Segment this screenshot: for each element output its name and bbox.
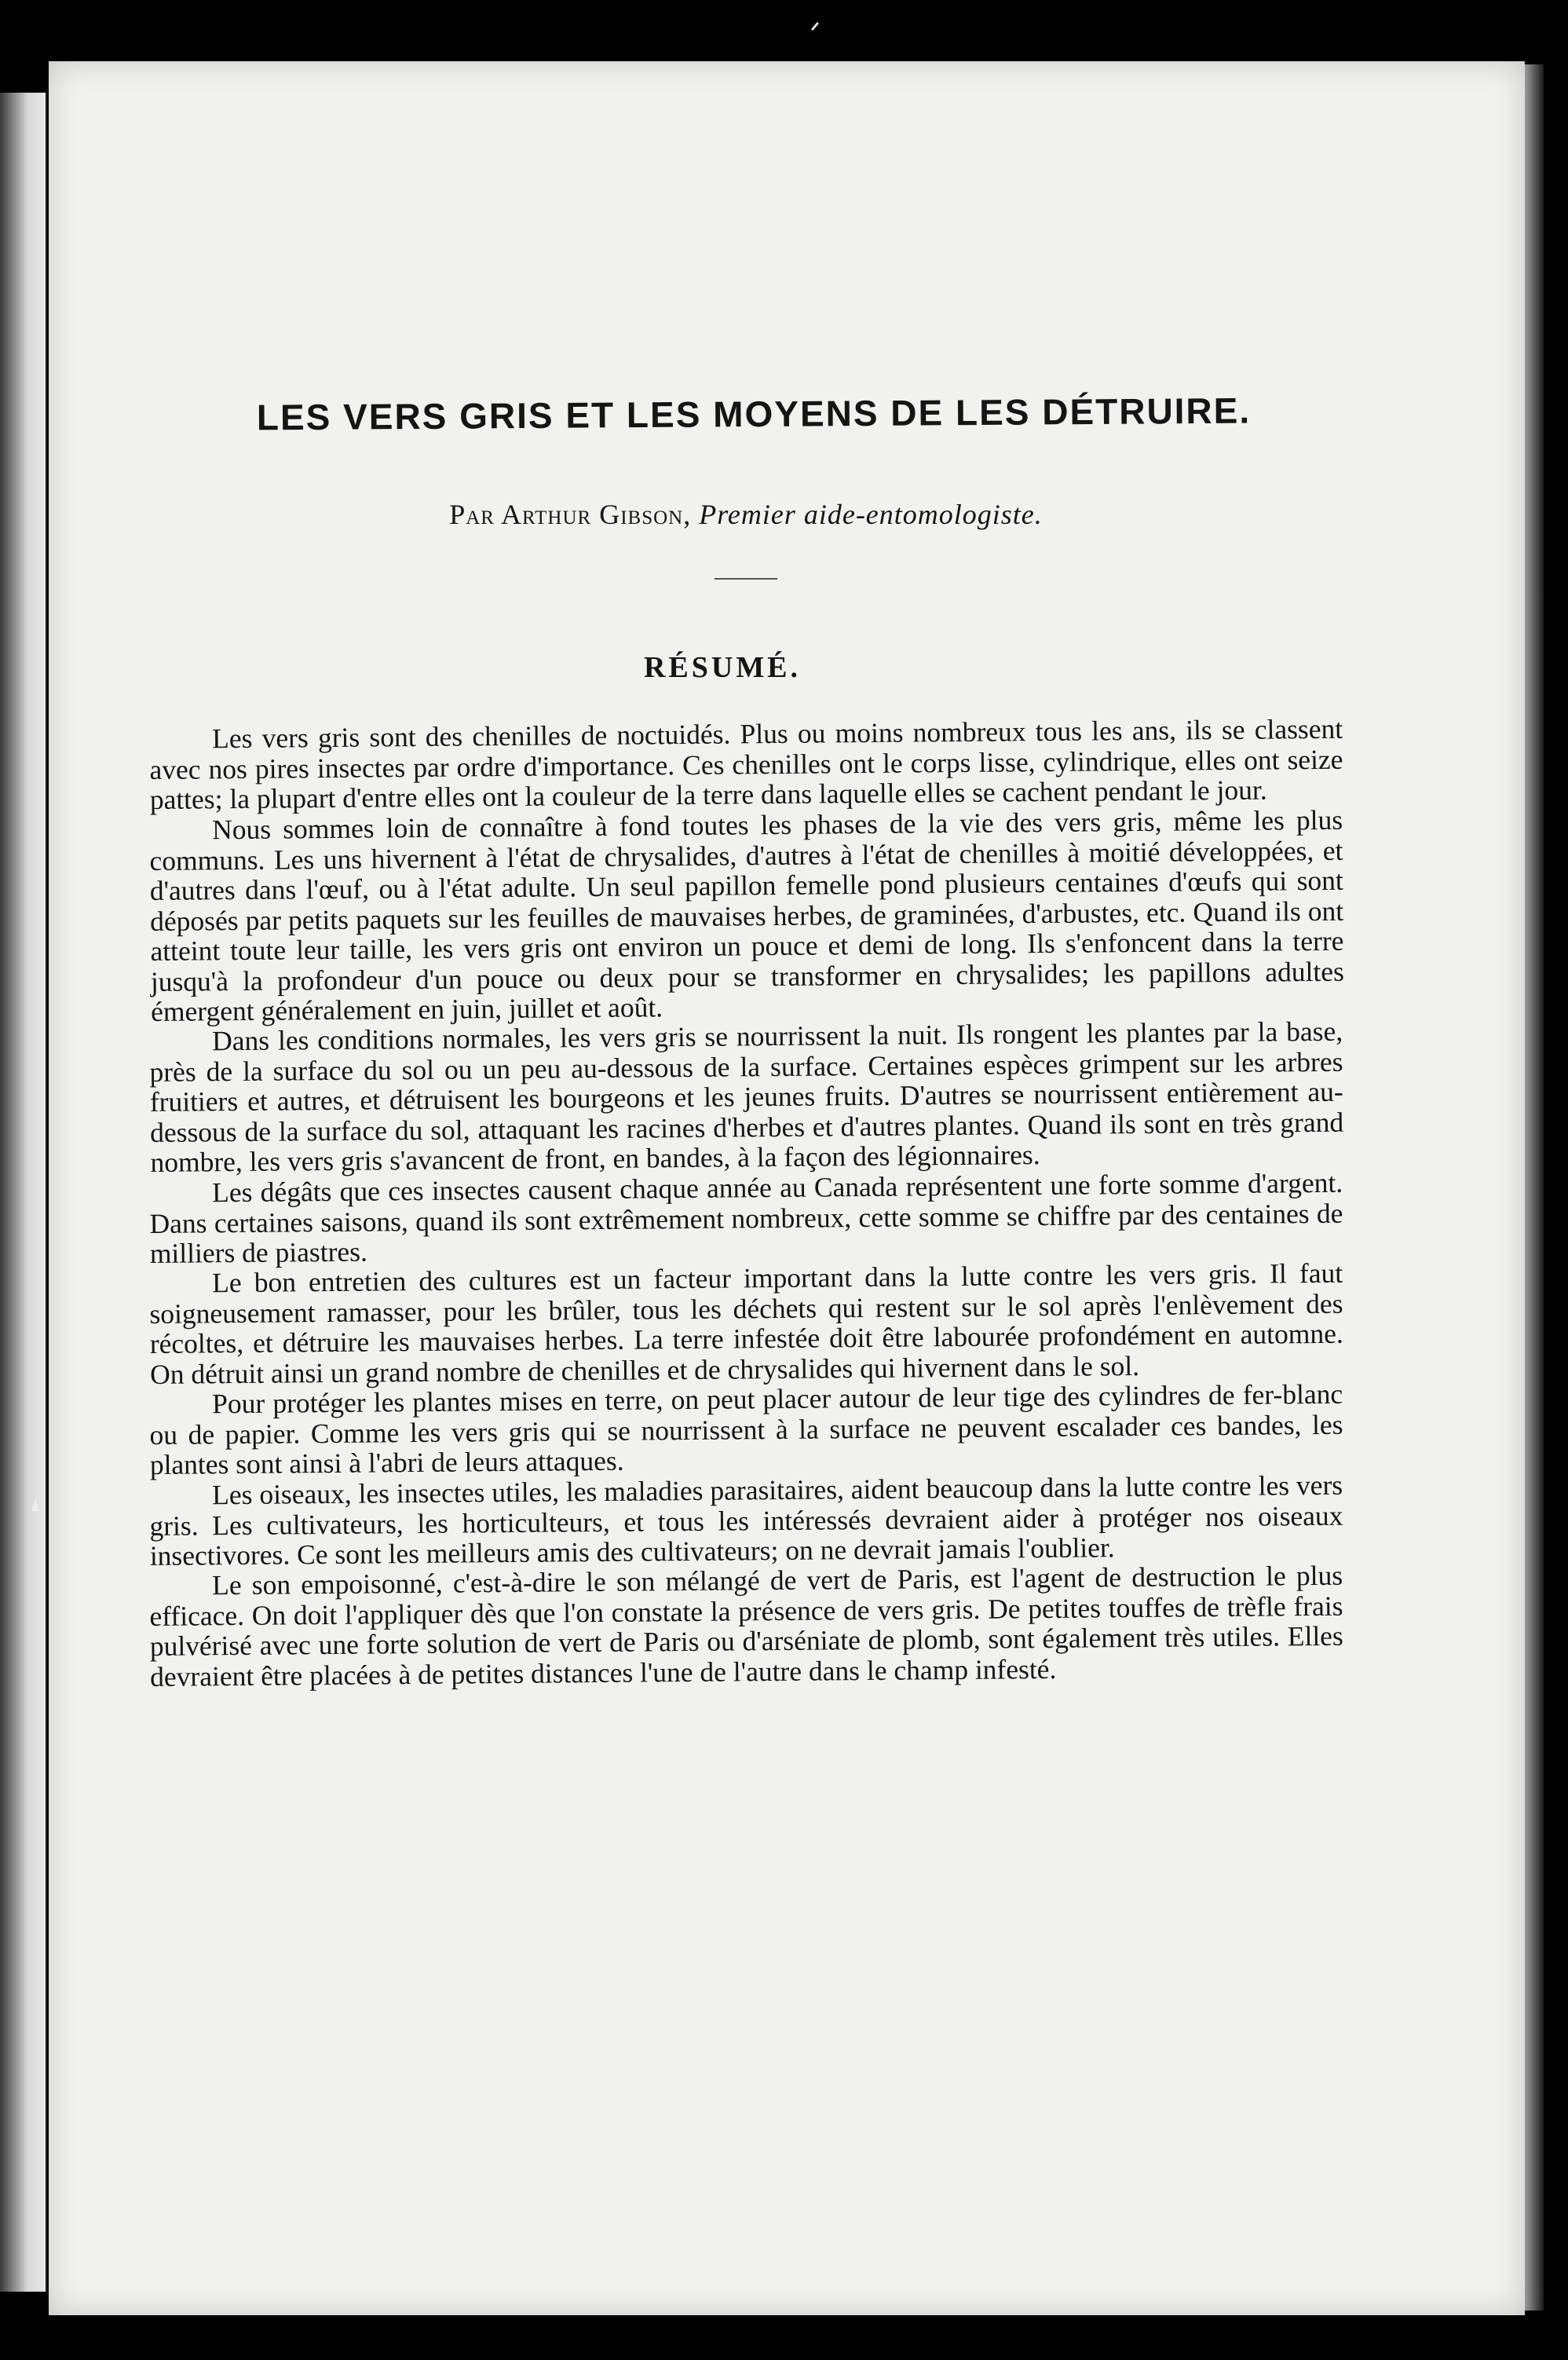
section-heading: RÉSUMÉ. [643, 651, 802, 684]
article-title: LES VERS GRIS ET LES MOYENS DE LES DÉTRUIRE. [256, 390, 1252, 438]
paragraph: Pour protéger les plantes mises en terre, on peut placer autour de leur tige des cylindres de fer-blanc ou de papier. Comme les vers gris qui se nourrissent à la surface ne peuvent escalader ces bandes, les plantes sont ainsi à l'abri de leurs attaques. [149, 1378, 1343, 1480]
author-byline [149, 498, 1343, 531]
page-stack-edge [1525, 64, 1544, 2311]
article [149, 390, 1344, 1692]
author-name: Par Arthur Gibson, [449, 499, 700, 530]
scan-mark [811, 22, 819, 31]
paragraph: Nous sommes loin de connaître à fond toutes les phases de la vie des vers gris, même les plus communs. Les uns hivernent à l'état de chrysalides, d'autres à l'état de chenilles à moitié développées, et d'autres dans l'œuf, ou à l'état adulte. Un seul papillon femelle pond plusieurs centaines d'œufs qui sont déposés par petits paquets sur les feuilles de mauvaises herbes, de graminées, d'arbustes, etc. Quand ils ont atteint toute leur taille, les vers gris ont environ un pouce et demi de long. Ils s'enfoncent dans la terre jusqu'à la profondeur d'un pouce ou deux pour se transformer en chrysalides; les papillons adultes émergent généralement en juin, juillet et août. [149, 803, 1344, 1027]
paragraph: Les vers gris sont des chenilles de noctuidés. Plus ou moins nombreux tous les ans, ils se classent avec nos pires insectes par ordre d'importance. Ces chenilles ont le corps lisse, cylindrique, elles ont seize pattes; la plupart d'entre elles ont la couleur de la terre dans laquelle elles se cachent pendant le jour. [149, 712, 1343, 815]
summary-body [149, 712, 1344, 1692]
author-role: Premier aide-entomologiste. [699, 499, 1043, 530]
facing-page-edge [0, 93, 47, 2292]
paragraph: Dans les conditions normales, les vers gris se nourrissent la nuit. Ils rongent les plantes par la base, près de la surface du sol ou un peu au-dessous de la surface. Certaines espèces grimpent sur les arbres fruitiers et autres, et détruisent les bourgeons et les jeunes fruits. D'autres se nourrissent entièrement au-dessous de la surface du sol, attaquant les racines d'herbes et d'autres plantes. Quand ils sont en très grand nombre, les vers gris s'avancent de front, en bandes, à la façon des légionnaires. [149, 1015, 1344, 1178]
paragraph: Les dégâts que ces insectes causent chaque année au Canada représentent une forte somme d'argent. Dans certaines saisons, quand ils sont extrêmement nombreux, cette somme se chiffre par des centaines de milliers de piastres. [149, 1166, 1343, 1269]
paragraph: Le son empoisonné, c'est-à-dire le son mélangé de vert de Paris, est l'agent de destruction le plus efficace. On doit l'appliquer dès que l'on constate la présence de vers gris. De petites touffes de trèfle frais pulvérisé avec une forte solution de vert de Paris ou d'arséniate de plomb, sont également très utiles. Elles devraient être placées à de petites distances l'une de l'autre dans le champ infesté. [149, 1559, 1343, 1692]
paragraph: Les oiseaux, les insectes utiles, les maladies parasitaires, aident beaucoup dans la lutte contre les vers gris. Les cultivateurs, les horticulteurs, et tous les intéressés devraient aider à protéger nos oiseaux insectivores. Ce sont les meilleurs amis des cultivateurs; on ne devrait jamais l'oublier. [149, 1469, 1343, 1572]
paragraph: Le bon entretien des cultures est un facteur important dans la lutte contre les vers gris. Il faut soigneusement ramasser, pour les brûler, tous les déchets qui restent sur le sol après l'enlèvement des récoltes, et détruire les mauvaises herbes. La terre infestée doit être labourée profondément en automne. On détruit ainsi un grand nombre de chenilles et de chrysalides qui hivernent dans le sol. [149, 1257, 1343, 1390]
separator-rule [715, 578, 777, 580]
